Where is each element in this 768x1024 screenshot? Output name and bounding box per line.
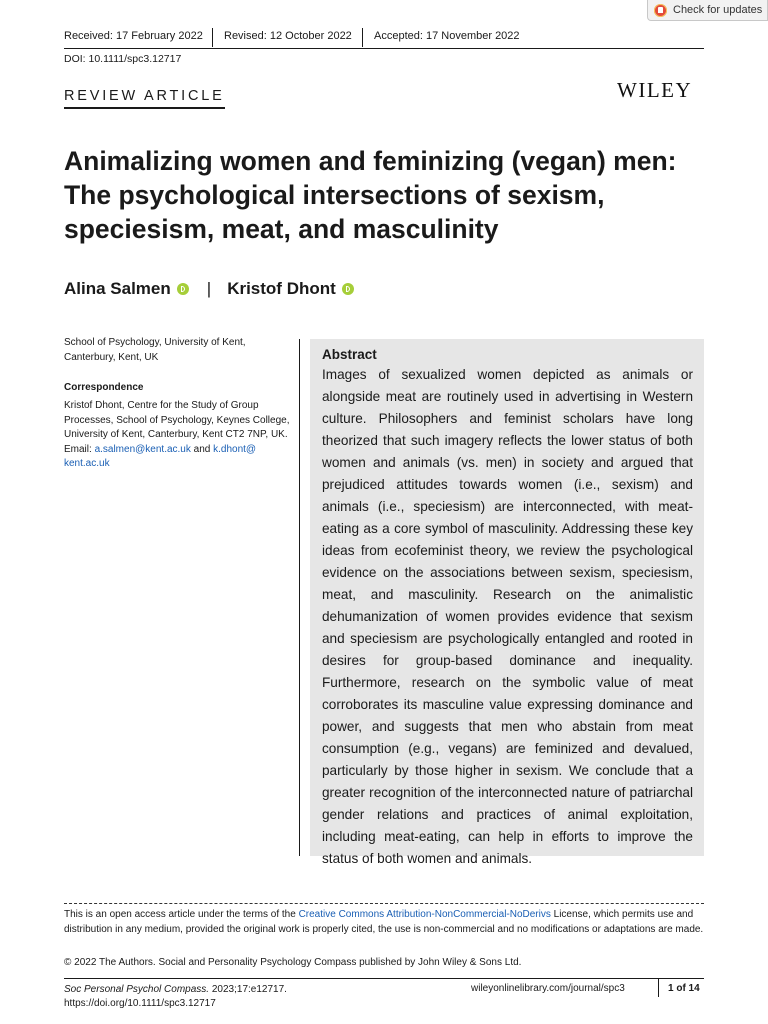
- license-note: [64, 908, 704, 937]
- journal-site[interactable]: wileyonlinelibrary.com/journal/spc3: [471, 983, 625, 994]
- email-conjunction: and: [190, 443, 214, 455]
- author-name[interactable]: Alina Salmen: [64, 279, 171, 298]
- correspondence-details: [64, 399, 290, 472]
- correspondence-address: Kristof Dhont, Centre for the Study of Group Processes, School of Psychology, Keynes College, University of Kent, Canterbury, Kent CT2 7NP, UK.: [64, 400, 290, 440]
- abstract-heading: Abstract: [322, 347, 377, 362]
- journal-volume: 2023;17:e12717.: [209, 984, 287, 995]
- check-for-updates-button[interactable]: [647, 0, 768, 21]
- email-link[interactable]: a.salmen@kent.ac.uk: [94, 443, 191, 455]
- divider: [212, 28, 213, 47]
- accepted-date: Accepted: 17 November 2022: [374, 30, 520, 42]
- article-dates: [64, 24, 704, 49]
- orcid-icon[interactable]: [177, 283, 189, 295]
- abstract-box: [310, 339, 704, 866]
- page-number: 1 of 14: [668, 983, 700, 994]
- license-prefix: This is an open access article under the terms of the: [64, 909, 299, 920]
- check-updates-icon: [654, 4, 667, 17]
- column-divider: [299, 339, 300, 856]
- email-label: Email:: [64, 443, 95, 455]
- divider: [362, 28, 363, 47]
- correspondence-heading: Correspondence: [64, 382, 144, 393]
- publisher-logo: WILEY: [617, 78, 693, 102]
- doi: DOI: 10.1111/spc3.12717: [64, 53, 182, 65]
- email-link[interactable]: k.dhont@: [213, 443, 257, 455]
- check-for-updates-label: Check for updates: [673, 4, 763, 16]
- footer-divider: [658, 979, 659, 997]
- doi-url[interactable]: https://doi.org/10.1111/spc3.12717: [64, 997, 216, 1009]
- footer-rule: [64, 978, 704, 979]
- affiliation: School of Psychology, University of Kent, Canterbury, Kent, UK: [64, 337, 246, 363]
- license-suffix: License, which permits use and distribution in any medium, provided the original work is properly cited, the use is non-commercial and no modifications or adaptations are made.: [64, 909, 704, 935]
- article-type: REVIEW ARTICLE: [64, 88, 225, 109]
- journal-citation: [64, 983, 287, 1010]
- author-list: [64, 279, 354, 299]
- license-link[interactable]: Creative Commons Attribution-NonCommercial-NoDerivs: [298, 909, 551, 920]
- footnote-divider: [64, 903, 704, 904]
- orcid-icon[interactable]: [342, 283, 354, 295]
- abstract-text: Images of sexualized women depicted as animals or alongside meat are routinely used in advertising in Western culture. Philosophers and feminist scholars have long theorized that such imagery reflects the lower status of both women and animals (vs. men) in society and argued that prejudiced attitudes towards women (i.e., sexism) and animals (i.e., speciesism) are interconnected, with meat-eating as a core symbol of masculinity. Addressing these key ideas from ecofeminist theory, we review the psychological evidence on the associations between sexism, speciesism, meat, and masculinity. Research on the animalistic dehumanization of women provides evidence that sexism and speciesism are psychologically entangled and rooted in desires for group-based dominance and inequality. Furthermore, research on the symbolic value of meat corroborates its masculine value expressing dominance and power, and suggests that men who abstain from meat consumption (e.g., vegans) are feminized and devalued, particularly by those higher in sexism. We conclude that a greater recognition of the interconnected nature of patriarchal gender relations and practices of animal exploitation, including meat-eating, can help in efforts to improve the status of both women and animals.: [322, 367, 693, 866]
- copyright-note: © 2022 The Authors. Social and Personality Psychology Compass published by John Wiley & Sons Ltd.: [64, 957, 522, 968]
- received-date: Received: 17 February 2022: [64, 30, 203, 42]
- article-title: Animalizing women and feminizing (vegan) men: The psychological intersections of sexism, speciesism, meat, and masculinity: [64, 146, 677, 244]
- journal-name: Soc Personal Psychol Compass.: [64, 984, 210, 995]
- revised-date: Revised: 12 October 2022: [224, 30, 352, 42]
- author-separator: |: [206, 279, 212, 298]
- author-name[interactable]: Kristof Dhont: [227, 279, 336, 298]
- email-link-continued[interactable]: kent.ac.uk: [64, 458, 110, 469]
